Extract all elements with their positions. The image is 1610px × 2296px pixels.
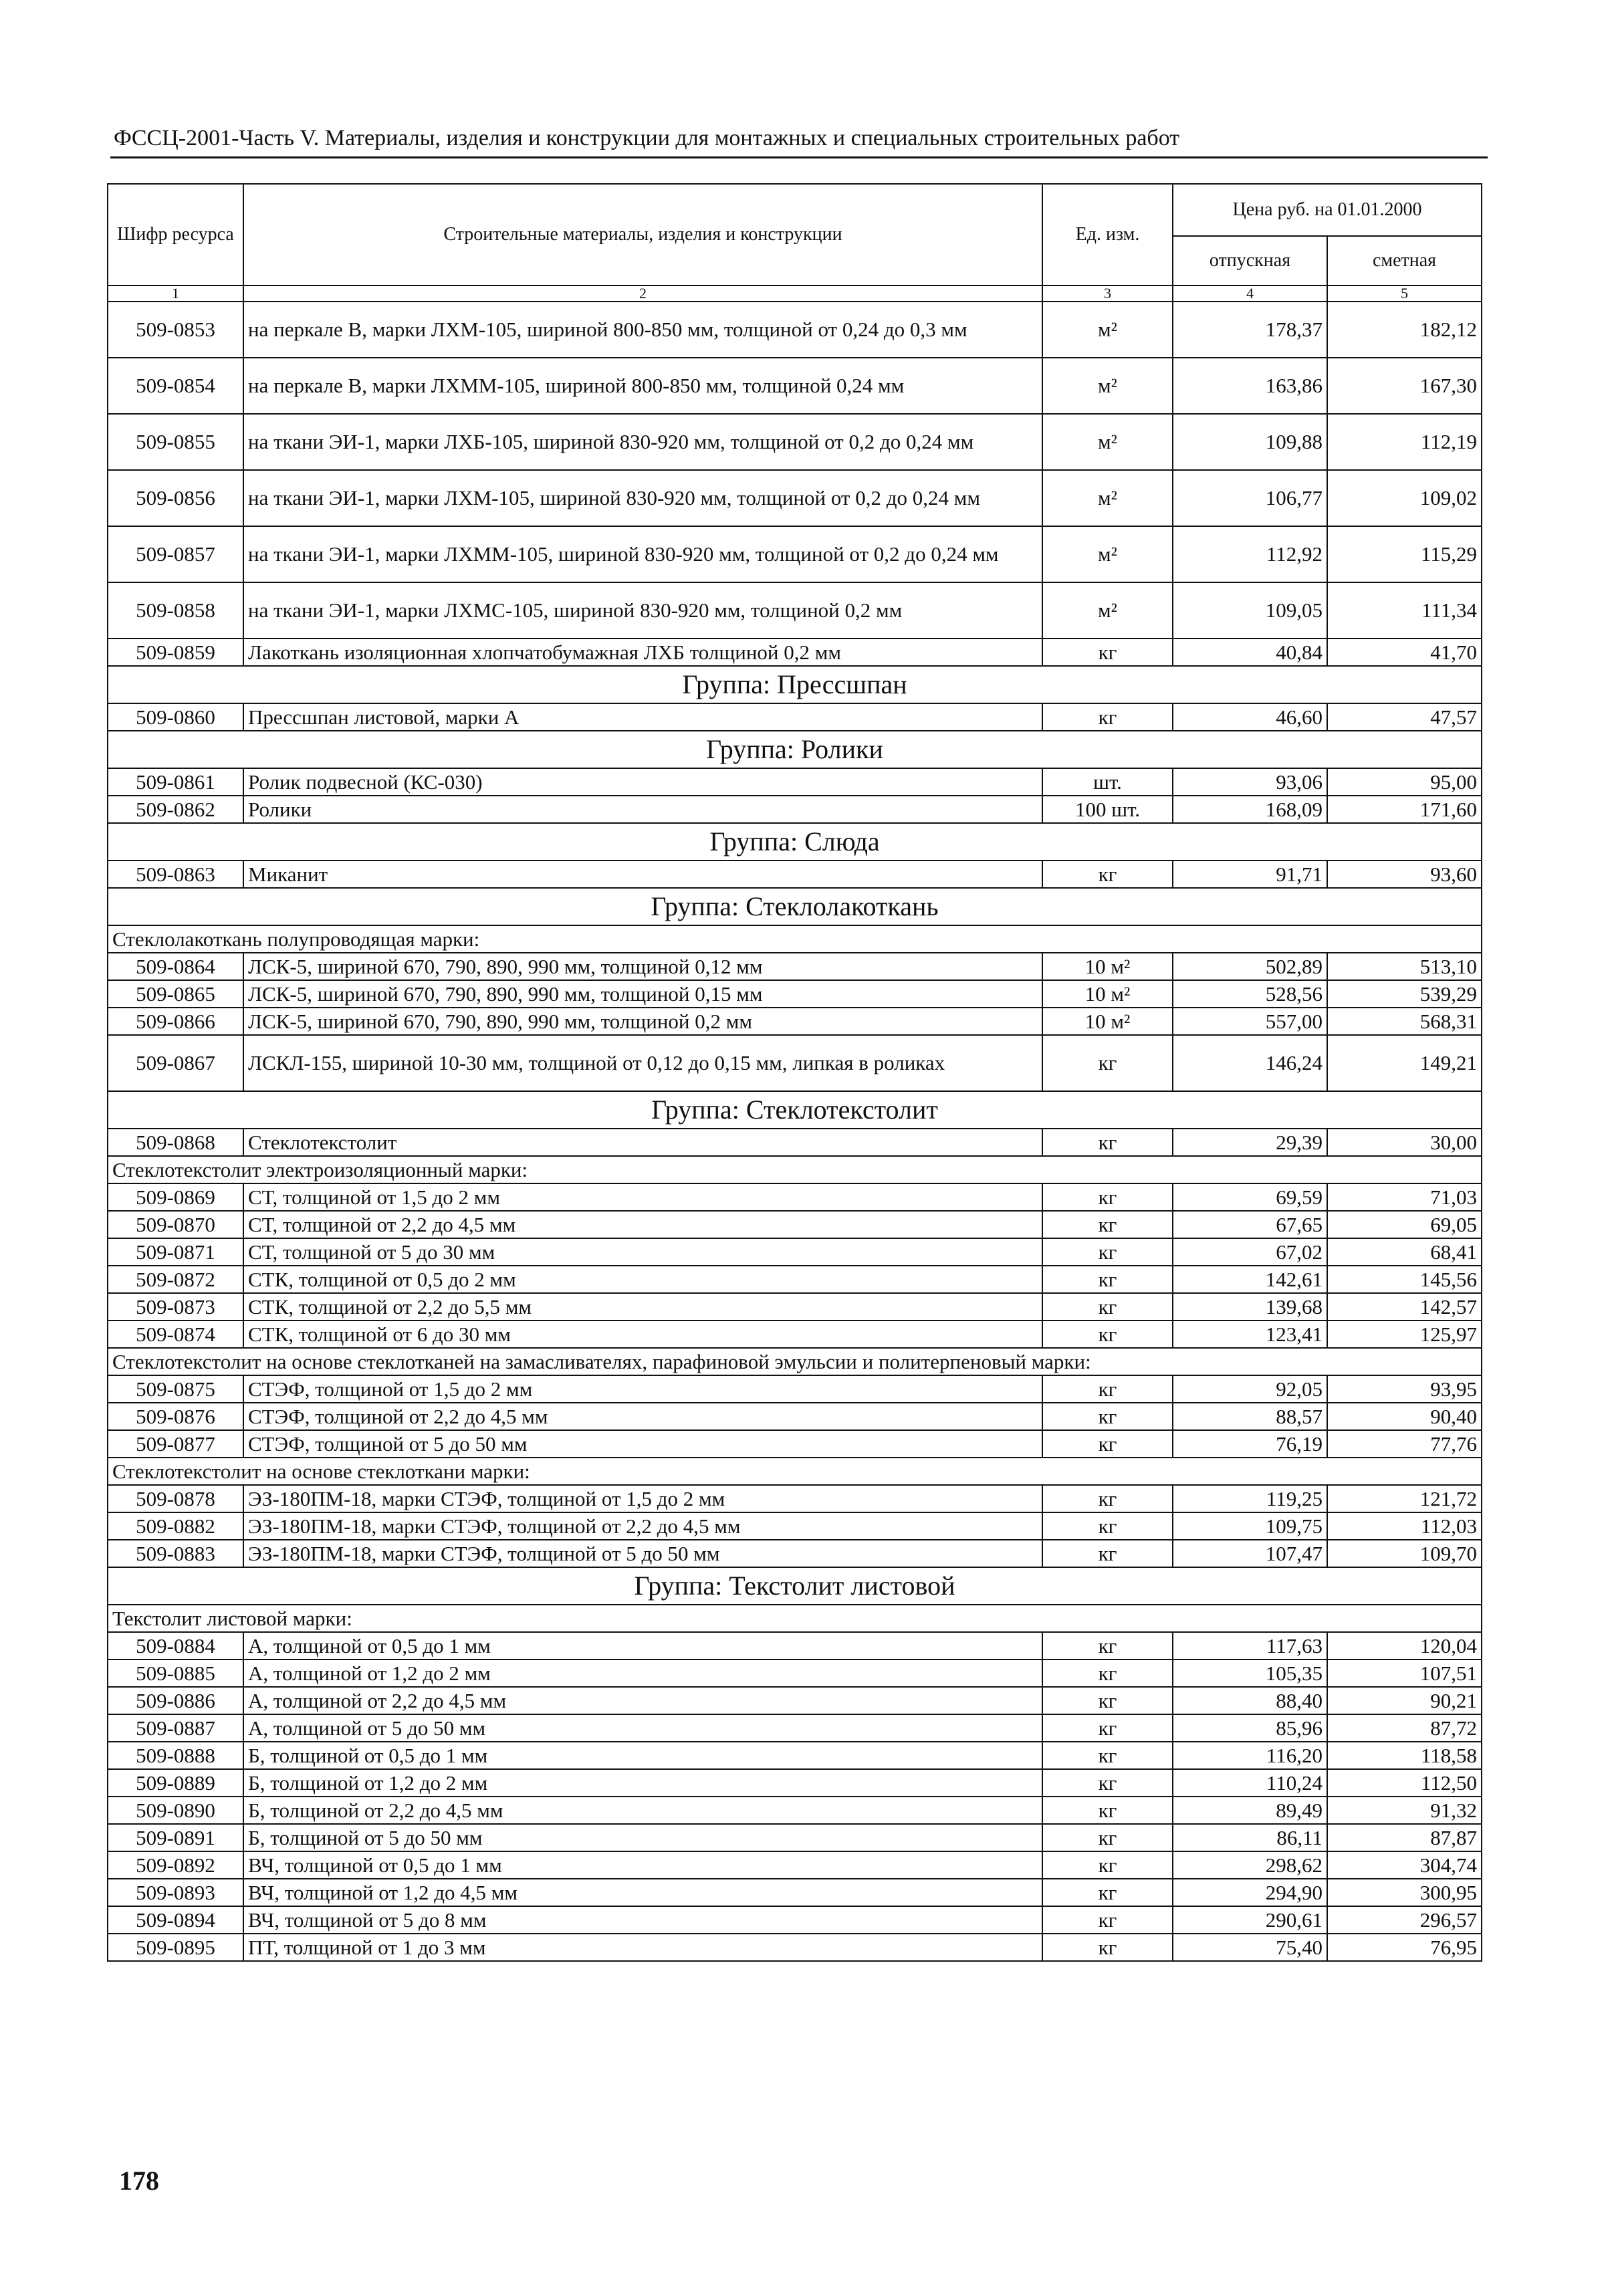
group-heading-row bbox=[108, 1567, 1482, 1605]
subheading-row bbox=[108, 1605, 1482, 1632]
unit: м² bbox=[1042, 582, 1173, 639]
price-estimate: 109,70 bbox=[1327, 1540, 1482, 1567]
unit: кг bbox=[1042, 1742, 1173, 1769]
price-estimate: 149,21 bbox=[1327, 1035, 1482, 1091]
material-name: ЛСКЛ-155, шириной 10-30 мм, толщиной от 0,12 до 0,15 мм, липкая в роликах bbox=[243, 1035, 1042, 1091]
price-release: 88,57 bbox=[1173, 1403, 1327, 1430]
unit: кг bbox=[1042, 1211, 1173, 1238]
group-heading: Группа: Ролики bbox=[108, 731, 1482, 768]
table-row bbox=[108, 358, 1482, 414]
unit: кг bbox=[1042, 1403, 1173, 1430]
header-name: Строительные материалы, изделия и конструкции bbox=[243, 184, 1042, 285]
header-rule bbox=[110, 156, 1488, 158]
table-row bbox=[108, 1430, 1482, 1458]
price-release: 163,86 bbox=[1173, 358, 1327, 414]
table-row bbox=[108, 1321, 1482, 1348]
table-row bbox=[108, 768, 1482, 796]
price-release: 93,06 bbox=[1173, 768, 1327, 796]
unit: кг bbox=[1042, 703, 1173, 731]
resource-code: 509-0860 bbox=[108, 703, 243, 731]
unit: кг bbox=[1042, 1769, 1173, 1797]
price-release: 294,90 bbox=[1173, 1879, 1327, 1906]
unit: 10 м² bbox=[1042, 980, 1173, 1008]
resource-code: 509-0854 bbox=[108, 358, 243, 414]
resource-code: 509-0858 bbox=[108, 582, 243, 639]
resource-code: 509-0866 bbox=[108, 1008, 243, 1035]
group-heading-row bbox=[108, 731, 1482, 768]
table-row bbox=[108, 1183, 1482, 1211]
column-number: 4 bbox=[1173, 285, 1327, 302]
unit: кг bbox=[1042, 1714, 1173, 1742]
subheading-row bbox=[108, 925, 1482, 953]
table-row bbox=[108, 582, 1482, 639]
group-heading: Группа: Стеклотекстолит bbox=[108, 1091, 1482, 1129]
price-estimate: 125,97 bbox=[1327, 1321, 1482, 1348]
material-name: Б, толщиной от 1,2 до 2 мм bbox=[243, 1769, 1042, 1797]
price-release: 67,65 bbox=[1173, 1211, 1327, 1238]
resource-code: 509-0888 bbox=[108, 1742, 243, 1769]
price-estimate: 539,29 bbox=[1327, 980, 1482, 1008]
table-row bbox=[108, 703, 1482, 731]
unit: кг bbox=[1042, 1632, 1173, 1659]
resource-code: 509-0857 bbox=[108, 526, 243, 582]
resource-code: 509-0874 bbox=[108, 1321, 243, 1348]
unit: кг bbox=[1042, 1183, 1173, 1211]
price-estimate: 296,57 bbox=[1327, 1906, 1482, 1934]
resource-code: 509-0855 bbox=[108, 414, 243, 470]
resource-code: 509-0856 bbox=[108, 470, 243, 526]
unit: кг bbox=[1042, 1824, 1173, 1851]
price-estimate: 111,34 bbox=[1327, 582, 1482, 639]
header-code: Шифр ресурса bbox=[108, 184, 243, 285]
table-row bbox=[108, 1714, 1482, 1742]
column-number: 1 bbox=[108, 285, 243, 302]
subheading: Стеклолакоткань полупроводящая марки: bbox=[108, 925, 1482, 953]
material-name: на ткани ЭИ-1, марки ЛХМС-105, шириной 830-920 мм, толщиной 0,2 мм bbox=[243, 582, 1042, 639]
price-estimate: 76,95 bbox=[1327, 1934, 1482, 1961]
table-row bbox=[108, 1540, 1482, 1567]
table-row bbox=[108, 1129, 1482, 1156]
price-estimate: 41,70 bbox=[1327, 639, 1482, 666]
table-row bbox=[108, 1512, 1482, 1540]
material-name: СТ, толщиной от 1,5 до 2 мм bbox=[243, 1183, 1042, 1211]
material-name: ВЧ, толщиной от 5 до 8 мм bbox=[243, 1906, 1042, 1934]
price-estimate: 304,74 bbox=[1327, 1851, 1482, 1879]
price-release: 88,40 bbox=[1173, 1687, 1327, 1714]
unit: кг bbox=[1042, 1375, 1173, 1403]
price-release: 92,05 bbox=[1173, 1375, 1327, 1403]
resource-code: 509-0870 bbox=[108, 1211, 243, 1238]
table-row bbox=[108, 860, 1482, 888]
subheading-row bbox=[108, 1156, 1482, 1183]
material-name: ЛСК-5, шириной 670, 790, 890, 990 мм, толщиной 0,2 мм bbox=[243, 1008, 1042, 1035]
material-name: на перкале В, марки ЛХМ-105, шириной 800-850 мм, толщиной от 0,24 до 0,3 мм bbox=[243, 302, 1042, 358]
unit: шт. bbox=[1042, 768, 1173, 796]
resource-code: 509-0863 bbox=[108, 860, 243, 888]
price-estimate: 112,19 bbox=[1327, 414, 1482, 470]
unit: кг bbox=[1042, 1238, 1173, 1266]
material-name: СТ, толщиной от 2,2 до 4,5 мм bbox=[243, 1211, 1042, 1238]
group-heading-row bbox=[108, 1091, 1482, 1129]
page-header: ФССЦ-2001-Часть V. Материалы, изделия и конструкции для монтажных и специальных строительных работ bbox=[114, 126, 1180, 150]
material-name: Лакоткань изоляционная хлопчатобумажная ЛХБ толщиной 0,2 мм bbox=[243, 639, 1042, 666]
resource-code: 509-0890 bbox=[108, 1797, 243, 1824]
resource-code: 509-0889 bbox=[108, 1769, 243, 1797]
table-row bbox=[108, 639, 1482, 666]
price-release: 67,02 bbox=[1173, 1238, 1327, 1266]
price-release: 146,24 bbox=[1173, 1035, 1327, 1091]
header-unit: Ед. изм. bbox=[1042, 184, 1173, 285]
price-release: 112,92 bbox=[1173, 526, 1327, 582]
table-row bbox=[108, 526, 1482, 582]
group-heading: Группа: Текстолит листовой bbox=[108, 1567, 1482, 1605]
material-name: на перкале В, марки ЛХММ-105, шириной 800-850 мм, толщиной 0,24 мм bbox=[243, 358, 1042, 414]
price-estimate: 90,40 bbox=[1327, 1403, 1482, 1430]
table-row bbox=[108, 1035, 1482, 1091]
table-row bbox=[108, 1403, 1482, 1430]
group-heading: Группа: Стеклолакоткань bbox=[108, 888, 1482, 925]
price-estimate: 95,00 bbox=[1327, 768, 1482, 796]
price-release: 502,89 bbox=[1173, 953, 1327, 980]
price-estimate: 69,05 bbox=[1327, 1211, 1482, 1238]
resource-code: 509-0878 bbox=[108, 1485, 243, 1512]
price-release: 139,68 bbox=[1173, 1293, 1327, 1321]
price-release: 110,24 bbox=[1173, 1769, 1327, 1797]
unit: 10 м² bbox=[1042, 953, 1173, 980]
resource-code: 509-0875 bbox=[108, 1375, 243, 1403]
resource-code: 509-0872 bbox=[108, 1266, 243, 1293]
resource-code: 509-0873 bbox=[108, 1293, 243, 1321]
subheading-row bbox=[108, 1348, 1482, 1375]
resource-code: 509-0864 bbox=[108, 953, 243, 980]
unit: 10 м² bbox=[1042, 1008, 1173, 1035]
resource-code: 509-0886 bbox=[108, 1687, 243, 1714]
price-release: 117,63 bbox=[1173, 1632, 1327, 1659]
price-estimate: 115,29 bbox=[1327, 526, 1482, 582]
unit: кг bbox=[1042, 1879, 1173, 1906]
price-estimate: 68,41 bbox=[1327, 1238, 1482, 1266]
material-name: ВЧ, толщиной от 1,2 до 4,5 мм bbox=[243, 1879, 1042, 1906]
price-release: 107,47 bbox=[1173, 1540, 1327, 1567]
resource-code: 509-0877 bbox=[108, 1430, 243, 1458]
material-name: Б, толщиной от 5 до 50 мм bbox=[243, 1824, 1042, 1851]
header-price-group: Цена руб. на 01.01.2000 bbox=[1173, 184, 1482, 236]
resource-code: 509-0867 bbox=[108, 1035, 243, 1091]
resource-code: 509-0894 bbox=[108, 1906, 243, 1934]
resource-code: 509-0868 bbox=[108, 1129, 243, 1156]
table-row bbox=[108, 1375, 1482, 1403]
material-name: ВЧ, толщиной от 0,5 до 1 мм bbox=[243, 1851, 1042, 1879]
material-name: А, толщиной от 2,2 до 4,5 мм bbox=[243, 1687, 1042, 1714]
page-number: 178 bbox=[119, 2166, 159, 2196]
material-name: Б, толщиной от 0,5 до 1 мм bbox=[243, 1742, 1042, 1769]
table-row bbox=[108, 1687, 1482, 1714]
price-release: 178,37 bbox=[1173, 302, 1327, 358]
unit: кг bbox=[1042, 639, 1173, 666]
table-row bbox=[108, 1797, 1482, 1824]
price-release: 85,96 bbox=[1173, 1714, 1327, 1742]
unit: кг bbox=[1042, 1293, 1173, 1321]
subheading: Стеклотекстолит на основе стеклоткани марки: bbox=[108, 1458, 1482, 1485]
price-estimate: 71,03 bbox=[1327, 1183, 1482, 1211]
material-name: на ткани ЭИ-1, марки ЛХММ-105, шириной 830-920 мм, толщиной от 0,2 до 0,24 мм bbox=[243, 526, 1042, 582]
material-name: Миканит bbox=[243, 860, 1042, 888]
group-heading-row bbox=[108, 666, 1482, 703]
price-release: 89,49 bbox=[1173, 1797, 1327, 1824]
table-row bbox=[108, 1266, 1482, 1293]
table-row bbox=[108, 470, 1482, 526]
price-release: 123,41 bbox=[1173, 1321, 1327, 1348]
unit: кг bbox=[1042, 1934, 1173, 1961]
column-number: 3 bbox=[1042, 285, 1173, 302]
price-estimate: 120,04 bbox=[1327, 1632, 1482, 1659]
price-release: 91,71 bbox=[1173, 860, 1327, 888]
table-row bbox=[108, 1659, 1482, 1687]
subheading: Текстолит листовой марки: bbox=[108, 1605, 1482, 1632]
table-row bbox=[108, 796, 1482, 823]
price-estimate: 167,30 bbox=[1327, 358, 1482, 414]
resource-code: 509-0887 bbox=[108, 1714, 243, 1742]
price-estimate: 142,57 bbox=[1327, 1293, 1482, 1321]
price-estimate: 300,95 bbox=[1327, 1879, 1482, 1906]
price-estimate: 47,57 bbox=[1327, 703, 1482, 731]
price-estimate: 93,60 bbox=[1327, 860, 1482, 888]
resource-code: 509-0853 bbox=[108, 302, 243, 358]
material-name: А, толщиной от 0,5 до 1 мм bbox=[243, 1632, 1042, 1659]
table-row bbox=[108, 1824, 1482, 1851]
table-row bbox=[108, 1238, 1482, 1266]
table-row bbox=[108, 302, 1482, 358]
price-estimate: 118,58 bbox=[1327, 1742, 1482, 1769]
group-heading: Группа: Слюда bbox=[108, 823, 1482, 860]
price-release: 69,59 bbox=[1173, 1183, 1327, 1211]
resource-code: 509-0884 bbox=[108, 1632, 243, 1659]
price-estimate: 121,72 bbox=[1327, 1485, 1482, 1512]
table-row bbox=[108, 953, 1482, 980]
unit: кг bbox=[1042, 1540, 1173, 1567]
group-heading: Группа: Прессшпан bbox=[108, 666, 1482, 703]
unit: кг bbox=[1042, 1797, 1173, 1824]
material-name: Прессшпан листовой, марки А bbox=[243, 703, 1042, 731]
price-estimate: 112,50 bbox=[1327, 1769, 1482, 1797]
header-price-estimate: сметная bbox=[1327, 236, 1482, 285]
unit: м² bbox=[1042, 302, 1173, 358]
price-release: 298,62 bbox=[1173, 1851, 1327, 1879]
table-row bbox=[108, 1742, 1482, 1769]
resource-code: 509-0891 bbox=[108, 1824, 243, 1851]
price-estimate: 87,87 bbox=[1327, 1824, 1482, 1851]
table-row bbox=[108, 1906, 1482, 1934]
unit: м² bbox=[1042, 414, 1173, 470]
resource-code: 509-0882 bbox=[108, 1512, 243, 1540]
table-row bbox=[108, 1485, 1482, 1512]
table-row bbox=[108, 1879, 1482, 1906]
price-table bbox=[107, 183, 1482, 1962]
price-release: 119,25 bbox=[1173, 1485, 1327, 1512]
price-estimate: 109,02 bbox=[1327, 470, 1482, 526]
material-name: А, толщиной от 5 до 50 мм bbox=[243, 1714, 1042, 1742]
unit: кг bbox=[1042, 1687, 1173, 1714]
material-name: ЭЗ-180ПМ-18, марки СТЭФ, толщиной от 1,5 до 2 мм bbox=[243, 1485, 1042, 1512]
unit: кг bbox=[1042, 1906, 1173, 1934]
material-name: на ткани ЭИ-1, марки ЛХМ-105, шириной 830-920 мм, толщиной от 0,2 до 0,24 мм bbox=[243, 470, 1042, 526]
price-estimate: 77,76 bbox=[1327, 1430, 1482, 1458]
price-estimate: 91,32 bbox=[1327, 1797, 1482, 1824]
resource-code: 509-0859 bbox=[108, 639, 243, 666]
price-release: 109,88 bbox=[1173, 414, 1327, 470]
material-name: СТК, толщиной от 0,5 до 2 мм bbox=[243, 1266, 1042, 1293]
unit: кг bbox=[1042, 1129, 1173, 1156]
material-name: Стеклотекстолит bbox=[243, 1129, 1042, 1156]
material-name: ЛСК-5, шириной 670, 790, 890, 990 мм, толщиной 0,12 мм bbox=[243, 953, 1042, 980]
price-estimate: 87,72 bbox=[1327, 1714, 1482, 1742]
price-release: 142,61 bbox=[1173, 1266, 1327, 1293]
material-name: СТЭФ, толщиной от 5 до 50 мм bbox=[243, 1430, 1042, 1458]
column-number: 5 bbox=[1327, 285, 1482, 302]
table-row bbox=[108, 980, 1482, 1008]
column-numbers-row bbox=[108, 285, 1482, 302]
unit: кг bbox=[1042, 1035, 1173, 1091]
table-body bbox=[108, 302, 1482, 1961]
price-release: 290,61 bbox=[1173, 1906, 1327, 1934]
header-price-release: отпускная bbox=[1173, 236, 1327, 285]
table-row bbox=[108, 1851, 1482, 1879]
price-release: 109,05 bbox=[1173, 582, 1327, 639]
unit: м² bbox=[1042, 526, 1173, 582]
subheading-row bbox=[108, 1458, 1482, 1485]
unit: кг bbox=[1042, 1321, 1173, 1348]
resource-code: 509-0892 bbox=[108, 1851, 243, 1879]
subheading: Стеклотекстолит на основе стеклотканей на замасливателях, парафиновой эмульсии и политерпеновый марки: bbox=[108, 1348, 1482, 1375]
price-estimate: 112,03 bbox=[1327, 1512, 1482, 1540]
unit: кг bbox=[1042, 1659, 1173, 1687]
table-row bbox=[108, 414, 1482, 470]
price-estimate: 30,00 bbox=[1327, 1129, 1482, 1156]
price-estimate: 93,95 bbox=[1327, 1375, 1482, 1403]
resource-code: 509-0893 bbox=[108, 1879, 243, 1906]
table-row bbox=[108, 1934, 1482, 1961]
material-name: на ткани ЭИ-1, марки ЛХБ-105, шириной 830-920 мм, толщиной от 0,2 до 0,24 мм bbox=[243, 414, 1042, 470]
material-name: Б, толщиной от 2,2 до 4,5 мм bbox=[243, 1797, 1042, 1824]
material-name: ЛСК-5, шириной 670, 790, 890, 990 мм, толщиной 0,15 мм bbox=[243, 980, 1042, 1008]
price-estimate: 90,21 bbox=[1327, 1687, 1482, 1714]
price-release: 557,00 bbox=[1173, 1008, 1327, 1035]
material-name: Ролики bbox=[243, 796, 1042, 823]
unit: м² bbox=[1042, 358, 1173, 414]
unit: кг bbox=[1042, 1512, 1173, 1540]
table-row bbox=[108, 1769, 1482, 1797]
resource-code: 509-0865 bbox=[108, 980, 243, 1008]
resource-code: 509-0883 bbox=[108, 1540, 243, 1567]
unit: кг bbox=[1042, 1266, 1173, 1293]
material-name: ЭЗ-180ПМ-18, марки СТЭФ, толщиной от 2,2 до 4,5 мм bbox=[243, 1512, 1042, 1540]
resource-code: 509-0861 bbox=[108, 768, 243, 796]
price-release: 29,39 bbox=[1173, 1129, 1327, 1156]
price-release: 86,11 bbox=[1173, 1824, 1327, 1851]
price-release: 116,20 bbox=[1173, 1742, 1327, 1769]
price-release: 168,09 bbox=[1173, 796, 1327, 823]
resource-code: 509-0869 bbox=[108, 1183, 243, 1211]
price-release: 40,84 bbox=[1173, 639, 1327, 666]
resource-code: 509-0895 bbox=[108, 1934, 243, 1961]
unit: кг bbox=[1042, 1485, 1173, 1512]
unit: кг bbox=[1042, 1851, 1173, 1879]
material-name: СТЭФ, толщиной от 2,2 до 4,5 мм bbox=[243, 1403, 1042, 1430]
resource-code: 509-0885 bbox=[108, 1659, 243, 1687]
material-name: СТК, толщиной от 6 до 30 мм bbox=[243, 1321, 1042, 1348]
price-release: 528,56 bbox=[1173, 980, 1327, 1008]
unit: 100 шт. bbox=[1042, 796, 1173, 823]
material-name: СТ, толщиной от 5 до 30 мм bbox=[243, 1238, 1042, 1266]
unit: кг bbox=[1042, 860, 1173, 888]
material-name: А, толщиной от 1,2 до 2 мм bbox=[243, 1659, 1042, 1687]
price-release: 46,60 bbox=[1173, 703, 1327, 731]
price-release: 106,77 bbox=[1173, 470, 1327, 526]
resource-code: 509-0871 bbox=[108, 1238, 243, 1266]
price-release: 109,75 bbox=[1173, 1512, 1327, 1540]
table-row bbox=[108, 1632, 1482, 1659]
price-release: 105,35 bbox=[1173, 1659, 1327, 1687]
material-name: Ролик подвесной (КС-030) bbox=[243, 768, 1042, 796]
price-estimate: 182,12 bbox=[1327, 302, 1482, 358]
unit: м² bbox=[1042, 470, 1173, 526]
price-estimate: 171,60 bbox=[1327, 796, 1482, 823]
price-estimate: 107,51 bbox=[1327, 1659, 1482, 1687]
subheading: Стеклотекстолит электроизоляционный марки: bbox=[108, 1156, 1482, 1183]
unit: кг bbox=[1042, 1430, 1173, 1458]
price-release: 76,19 bbox=[1173, 1430, 1327, 1458]
price-estimate: 513,10 bbox=[1327, 953, 1482, 980]
price-release: 75,40 bbox=[1173, 1934, 1327, 1961]
column-number: 2 bbox=[243, 285, 1042, 302]
material-name: СТК, толщиной от 2,2 до 5,5 мм bbox=[243, 1293, 1042, 1321]
table-row bbox=[108, 1008, 1482, 1035]
material-name: ПТ, толщиной от 1 до 3 мм bbox=[243, 1934, 1042, 1961]
resource-code: 509-0862 bbox=[108, 796, 243, 823]
group-heading-row bbox=[108, 888, 1482, 925]
table-row bbox=[108, 1211, 1482, 1238]
price-estimate: 145,56 bbox=[1327, 1266, 1482, 1293]
group-heading-row bbox=[108, 823, 1482, 860]
price-estimate: 568,31 bbox=[1327, 1008, 1482, 1035]
resource-code: 509-0876 bbox=[108, 1403, 243, 1430]
material-name: СТЭФ, толщиной от 1,5 до 2 мм bbox=[243, 1375, 1042, 1403]
material-name: ЭЗ-180ПМ-18, марки СТЭФ, толщиной от 5 до 50 мм bbox=[243, 1540, 1042, 1567]
table-row bbox=[108, 1293, 1482, 1321]
